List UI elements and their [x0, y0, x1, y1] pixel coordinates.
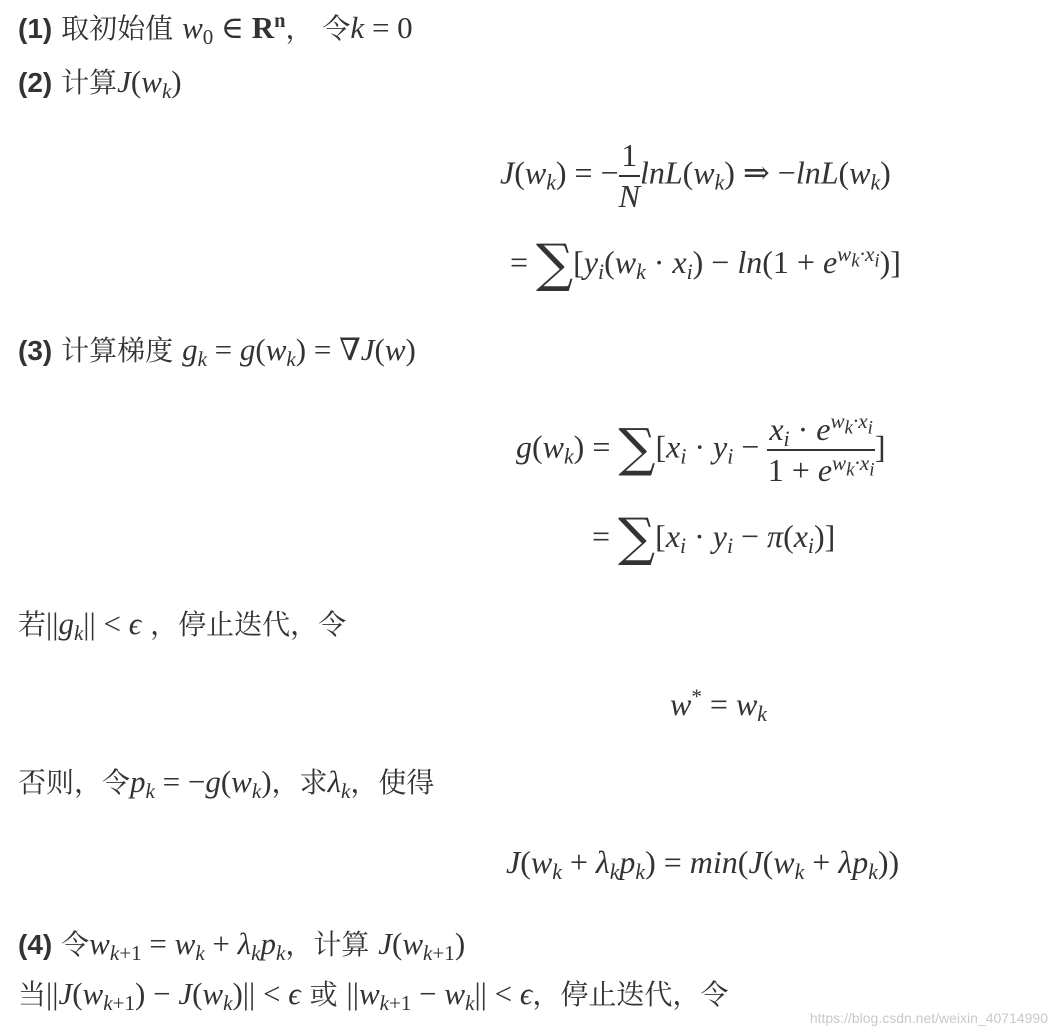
step-2-text: 计算 — [61, 66, 118, 99]
step-2-formula: $J(w_k)$ — [117, 64, 182, 103]
else-mid: ，求 — [271, 766, 328, 799]
step-1-number: (1) — [18, 13, 53, 44]
last-formula-2: $||w_{k+1} - w_k|| < \epsilon$ — [346, 976, 533, 1015]
stop-suffix: ，停止迭代，令 — [150, 608, 347, 641]
optimum-equation: $w^* = w_k$ — [670, 684, 767, 727]
last-prefix: 当 — [18, 978, 47, 1011]
else-direction: $p_k = -g(w_k)$ — [130, 764, 272, 803]
step-1-line — [18, 8, 413, 49]
step-1-tail: ， 令 — [285, 12, 351, 45]
watermark: https://blog.csdn.net/weixin_40714990 — [809, 1010, 1048, 1026]
step-3-formula: $g_k = g(w_k) = \nabla J(w)$ — [182, 332, 416, 371]
gradient-simplified: = $\sum[x_i \cdot y_i - \pi(x_i)]$ — [592, 508, 836, 568]
step-1-text: 取初始值 — [61, 12, 174, 45]
else-lambda: $\lambda_k$ — [327, 764, 351, 803]
step-4-text: 令 — [61, 928, 90, 961]
last-suffix: ，停止迭代，令 — [532, 978, 729, 1011]
step-4-mid: ，计算 — [285, 928, 370, 961]
step-3-number: (3) — [18, 335, 53, 366]
stop-condition-line — [18, 604, 346, 645]
step-3-line — [18, 330, 416, 371]
else-suffix: ，使得 — [350, 766, 435, 799]
step-1-formula: $w_0$ ∈ $R^n$ — [182, 9, 286, 49]
step-1-k: k = 0 — [350, 10, 413, 45]
step-4-loss: $J(w_{k+1})$ — [378, 926, 466, 965]
loss-expansion: = $\sum[y_i(w_k \cdot x_i) - \ln(1 + e^{w_k\cdot x_i})]$ — [510, 234, 901, 294]
step-4-line — [18, 924, 465, 965]
step-2-line — [18, 62, 182, 103]
step-4-update: $w_{k+1} = w_k + \lambda_kp_k$ — [89, 926, 286, 965]
loss-equation: $J(w_k)$ = − $\frac{1}{N}$ $\ln L(w_k)$ ⇒ $-\ln L(w_k)$ — [500, 137, 891, 215]
else-prefix: 否则，令 — [18, 766, 131, 799]
last-formula-1: $||J(w_{k+1}) - J(w_k)|| < \epsilon$ — [46, 976, 301, 1015]
last-condition-line — [18, 974, 728, 1015]
step-4-number: (4) — [18, 929, 53, 960]
gradient-equation: $g(w_k) = \sum[x_i \cdot y_i$ − $\frac{x_i \cdot e^{w_k\cdot x_i}}{1 + e^{w_k\cdot x_i}}$ ] — [516, 409, 886, 489]
line-search-equation: $J(w_k + \lambda_kp_k) = \min(J(w_k + \lambda p_k))$ — [506, 844, 900, 885]
stop-formula: $||g_k|| < \epsilon$ — [46, 606, 142, 645]
step-3-text: 计算梯度 — [61, 334, 174, 367]
stop-prefix: 若 — [18, 608, 47, 641]
else-line — [18, 762, 434, 803]
last-or: 或 — [309, 978, 338, 1011]
step-2-number: (2) — [18, 67, 53, 98]
